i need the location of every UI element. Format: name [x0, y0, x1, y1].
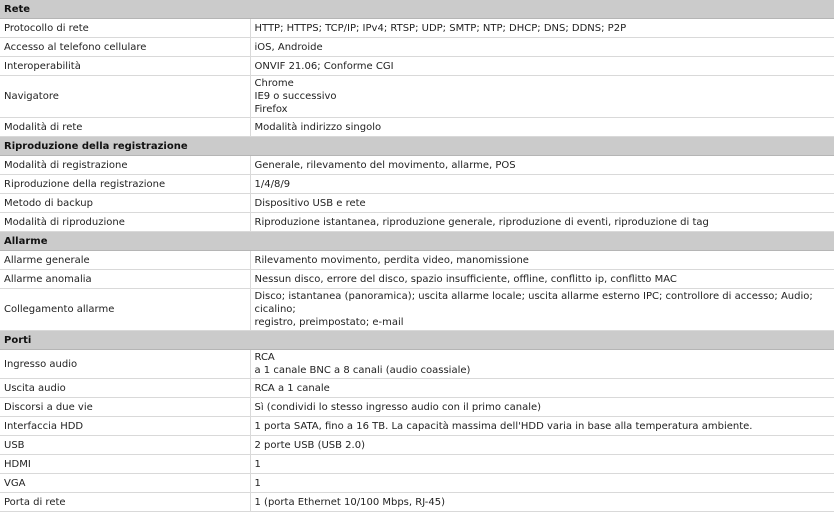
- spec-row: [0, 350, 834, 379]
- spec-label: Collegamento allarme: [0, 289, 250, 331]
- spec-row: [0, 19, 834, 38]
- spec-value: [250, 350, 834, 379]
- spec-label: Modalità di riproduzione: [0, 213, 250, 232]
- spec-row: [0, 417, 834, 436]
- spec-label: USB: [0, 436, 250, 455]
- spec-value: [250, 270, 834, 289]
- spec-value-line: 1 porta SATA, fino a 16 TB. La capacità massima dell'HDD varia in base alla temperatura ambiente.: [254, 420, 753, 432]
- spec-value-line: RCA a 1 canale: [254, 382, 330, 394]
- spec-value: [250, 417, 834, 436]
- spec-row: [0, 57, 834, 76]
- spec-row: [0, 455, 834, 474]
- spec-value: [250, 156, 834, 175]
- spec-value: [250, 455, 834, 474]
- spec-label: Metodo di backup: [0, 194, 250, 213]
- spec-label: Protocollo di rete: [0, 19, 250, 38]
- spec-row: [0, 493, 834, 512]
- spec-row: [0, 38, 834, 57]
- spec-value: [250, 436, 834, 455]
- spec-value-line: Firefox: [254, 104, 288, 115]
- spec-row: [0, 398, 834, 417]
- spec-label: Interoperabilità: [0, 57, 250, 76]
- spec-label: Allarme generale: [0, 251, 250, 270]
- spec-label: VGA: [0, 474, 250, 493]
- spec-value: [250, 474, 834, 493]
- spec-row: [0, 251, 834, 270]
- spec-value-line: RCA: [254, 352, 275, 363]
- spec-row: [0, 270, 834, 289]
- spec-value-line: HTTP; HTTPS; TCP/IP; IPv4; RTSP; UDP; SMTP; NTP; DHCP; DNS; DDNS; P2P: [254, 22, 627, 34]
- spec-value-line: Modalità indirizzo singolo: [254, 121, 382, 133]
- spec-value-line: 1: [254, 458, 261, 470]
- spec-value-line: 2 porte USB (USB 2.0): [254, 439, 365, 451]
- spec-row: [0, 379, 834, 398]
- spec-label: Uscita audio: [0, 379, 250, 398]
- spec-label: Modalità di registrazione: [0, 156, 250, 175]
- spec-label: Ingresso audio: [0, 350, 250, 379]
- spec-value-line: registro, preimpostato; e-mail: [254, 317, 404, 328]
- spec-label: Discorsi a due vie: [0, 398, 250, 417]
- spec-row: [0, 474, 834, 493]
- spec-value-line: 1: [254, 477, 261, 489]
- section-header: [0, 232, 834, 251]
- spec-value-line: Rilevamento movimento, perdita video, manomissione: [254, 254, 529, 266]
- spec-value-line: Disco; istantanea (panoramica); uscita allarme locale; uscita allarme esterno IPC; controllore di accesso; Audio; cicalino;: [254, 291, 813, 315]
- spec-value: [250, 289, 834, 331]
- spec-value: [250, 38, 834, 57]
- spec-value-line: Nessun disco, errore del disco, spazio insufficiente, offline, conflitto ip, conflitto MAC: [254, 273, 677, 285]
- spec-row: [0, 76, 834, 118]
- spec-value-line: a 1 canale BNC a 8 canali (audio coassiale): [254, 365, 471, 376]
- spec-value: [250, 493, 834, 512]
- spec-label: Accesso al telefono cellulare: [0, 38, 250, 57]
- spec-row: [0, 175, 834, 194]
- spec-value: [250, 76, 834, 118]
- section-header: [0, 331, 834, 350]
- spec-value: [250, 57, 834, 76]
- spec-label: Navigatore: [0, 76, 250, 118]
- spec-value-line: Sì (condividi lo stesso ingresso audio con il primo canale): [254, 401, 542, 413]
- spec-label: Modalità di rete: [0, 118, 250, 137]
- spec-value-line: Generale, rilevamento del movimento, allarme, POS: [254, 159, 516, 171]
- spec-label: Porta di rete: [0, 493, 250, 512]
- spec-label: Riproduzione della registrazione: [0, 175, 250, 194]
- spec-value: [250, 19, 834, 38]
- spec-value-line: Chrome: [254, 78, 294, 89]
- spec-value: [250, 118, 834, 137]
- spec-row: [0, 156, 834, 175]
- spec-value: [250, 379, 834, 398]
- spec-row: [0, 194, 834, 213]
- spec-row: [0, 289, 834, 331]
- spec-label: Allarme anomalia: [0, 270, 250, 289]
- spec-label: HDMI: [0, 455, 250, 474]
- spec-label: Interfaccia HDD: [0, 417, 250, 436]
- spec-row: [0, 436, 834, 455]
- section-header: [0, 137, 834, 156]
- section-header: [0, 0, 834, 19]
- section-title: Riproduzione della registrazione: [0, 137, 834, 156]
- spec-row: [0, 118, 834, 137]
- spec-value: [250, 398, 834, 417]
- spec-value-line: Dispositivo USB e rete: [254, 197, 366, 209]
- spec-value: [250, 213, 834, 232]
- section-title: Rete: [0, 0, 834, 19]
- section-title: Allarme: [0, 232, 834, 251]
- spec-value: [250, 251, 834, 270]
- spec-value-line: 1/4/8/9: [254, 178, 291, 190]
- spec-value: [250, 175, 834, 194]
- spec-value-line: IE9 o successivo: [254, 91, 337, 102]
- section-title: Porti: [0, 331, 834, 350]
- spec-value-line: 1 (porta Ethernet 10/100 Mbps, RJ-45): [254, 496, 446, 508]
- spec-row: [0, 213, 834, 232]
- spec-value: [250, 194, 834, 213]
- spec-value-line: iOS, Androide: [254, 41, 323, 53]
- spec-value-line: ONVIF 21.06; Conforme CGI: [254, 60, 394, 72]
- spec-value-line: Riproduzione istantanea, riproduzione generale, riproduzione di eventi, riproduzione di tag: [254, 216, 709, 228]
